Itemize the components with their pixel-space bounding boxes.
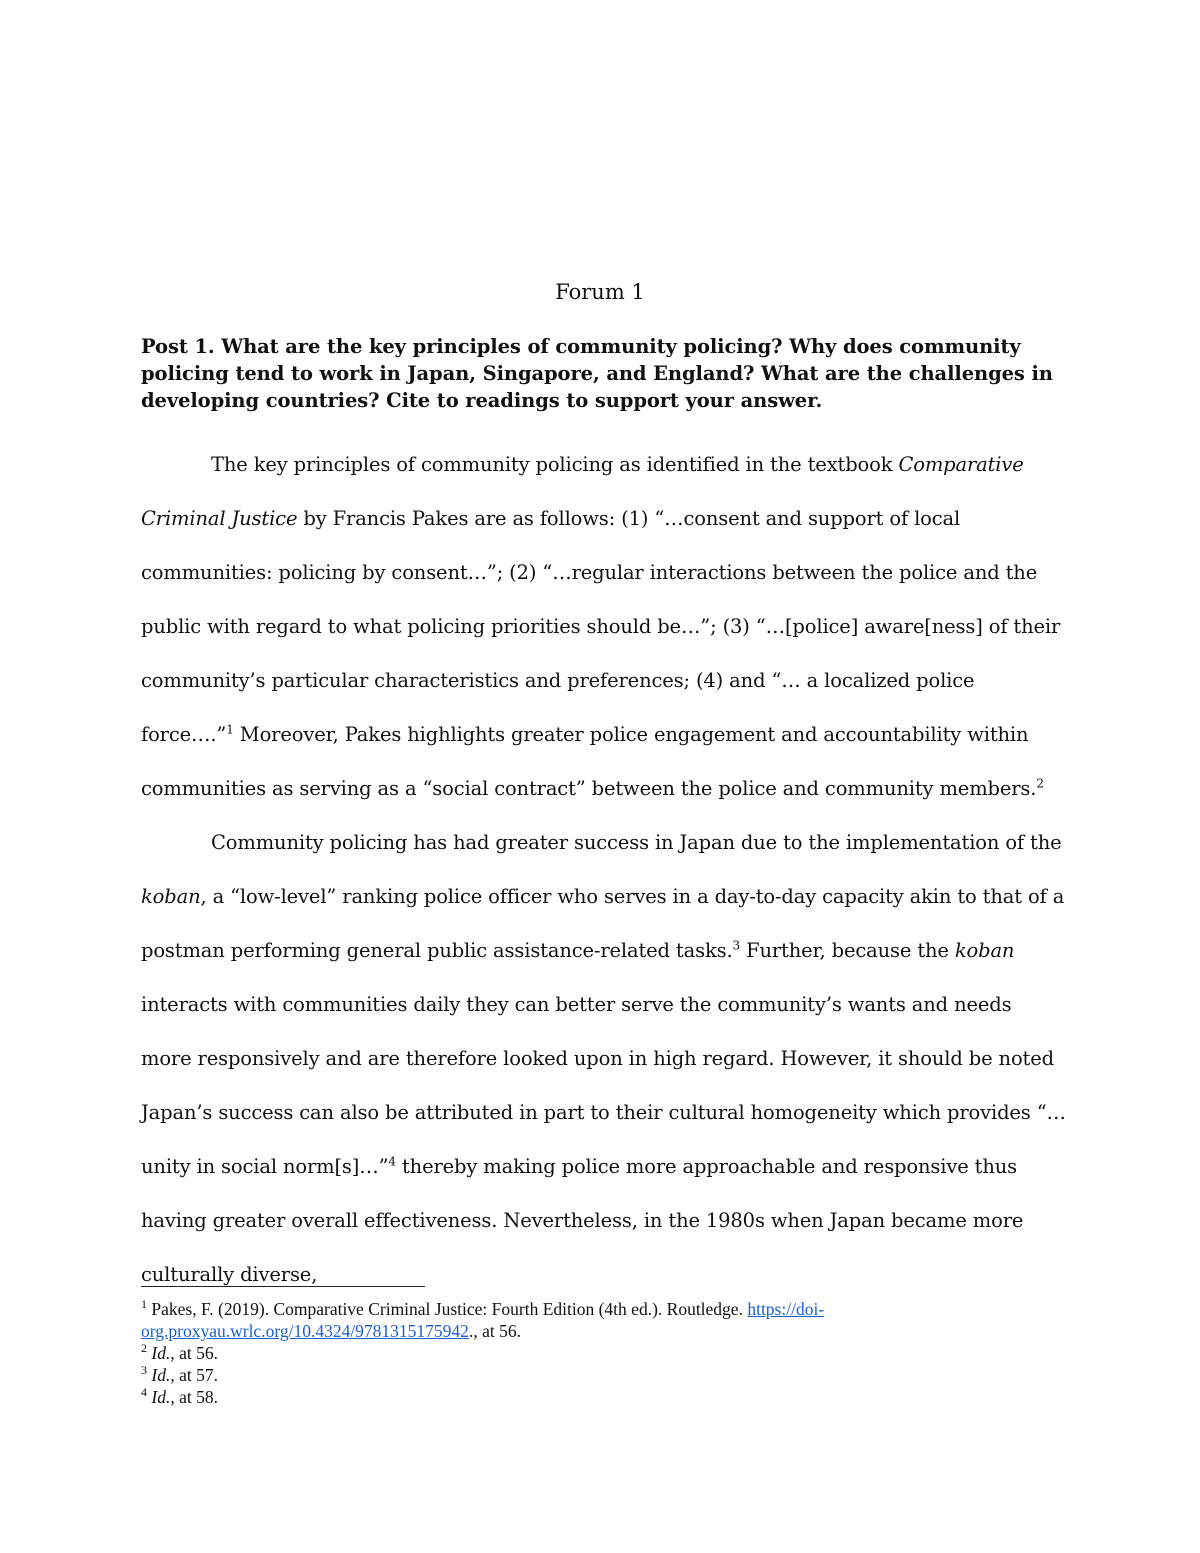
paragraph-1: The key principles of community policing as identified in the textbook Comparative Criminal Justice by Francis Pakes are as follows: (1) “…consent and support of local communities: policing by consent…”; (2) “…regular interactions between the police and the public with regard to what policing priorities should be…”; (3) “…[police] aware[ness] of their community’s particular characteristics and preferences; (4) and “… a localized police force….”$^1$ Moreover, Pakes highlights greater police engagement and accountability within communities as serving as a “social contract” between the police and community members.$^2$ bbox=[141, 453, 1061, 800]
footnote-ref-3[interactable]: 3 bbox=[732, 938, 741, 953]
body-text bbox=[141, 438, 1066, 1302]
footnote-3: $^3$ Id., at 57. bbox=[141, 1363, 218, 1385]
footnote-ref-1[interactable]: 1 bbox=[226, 722, 234, 737]
paragraph-2: Community policing has had greater success in Japan due to the implementation of the koban, a “low-level” ranking police officer who serves in a day-to-day capacity akin to that of a postman performing general public assistance-related tasks.$^3$ Further, because the koban interacts with communities daily they can better serve the community’s wants and needs more responsively and are therefore looked upon in high regard. However, it should be noted Japan’s success can also be attributed in part to their cultural homogeneity which provides “…unity in social norm[s]…”$^4$ thereby making police more approachable and responsive thus having greater overall effectiveness. Nevertheless, in the 1980s when Japan became more culturally diverse, bbox=[141, 831, 1066, 1286]
footnote-ref-4[interactable]: 4 bbox=[388, 1154, 396, 1169]
forum-question: Post 1. What are the key principles of community policing? Why does community policing tend to work in Japan, Singapore, and England? What are the challenges in developing countries? Cite to readings to support your answer. bbox=[141, 335, 1053, 412]
footnote-ref-2[interactable]: 2 bbox=[1036, 776, 1044, 791]
page-title: Forum 1 bbox=[555, 280, 645, 304]
term-koban: koban bbox=[954, 939, 1015, 962]
footnote-2: $^2$ Id., at 56. bbox=[141, 1341, 218, 1363]
footnotes bbox=[141, 1298, 1066, 1408]
doi-link[interactable]: https://doi-org.proxyau.wrlc.org/10.4324/9781315175942 bbox=[141, 1299, 825, 1341]
footnote-1: $^1$ Pakes, F. (2019). Comparative Criminal Justice: Fourth Edition (4th ed.). Routledge. https://doi-org.proxyau.wrlc.org/10.4324/9781315175942., at 56. bbox=[141, 1297, 825, 1341]
book-title: Comparative Criminal Justice bbox=[141, 453, 1024, 530]
term-koban: koban bbox=[141, 885, 201, 908]
footnote-4: $^4$ Id., at 58. bbox=[141, 1385, 218, 1407]
footnote-separator bbox=[141, 1286, 425, 1287]
